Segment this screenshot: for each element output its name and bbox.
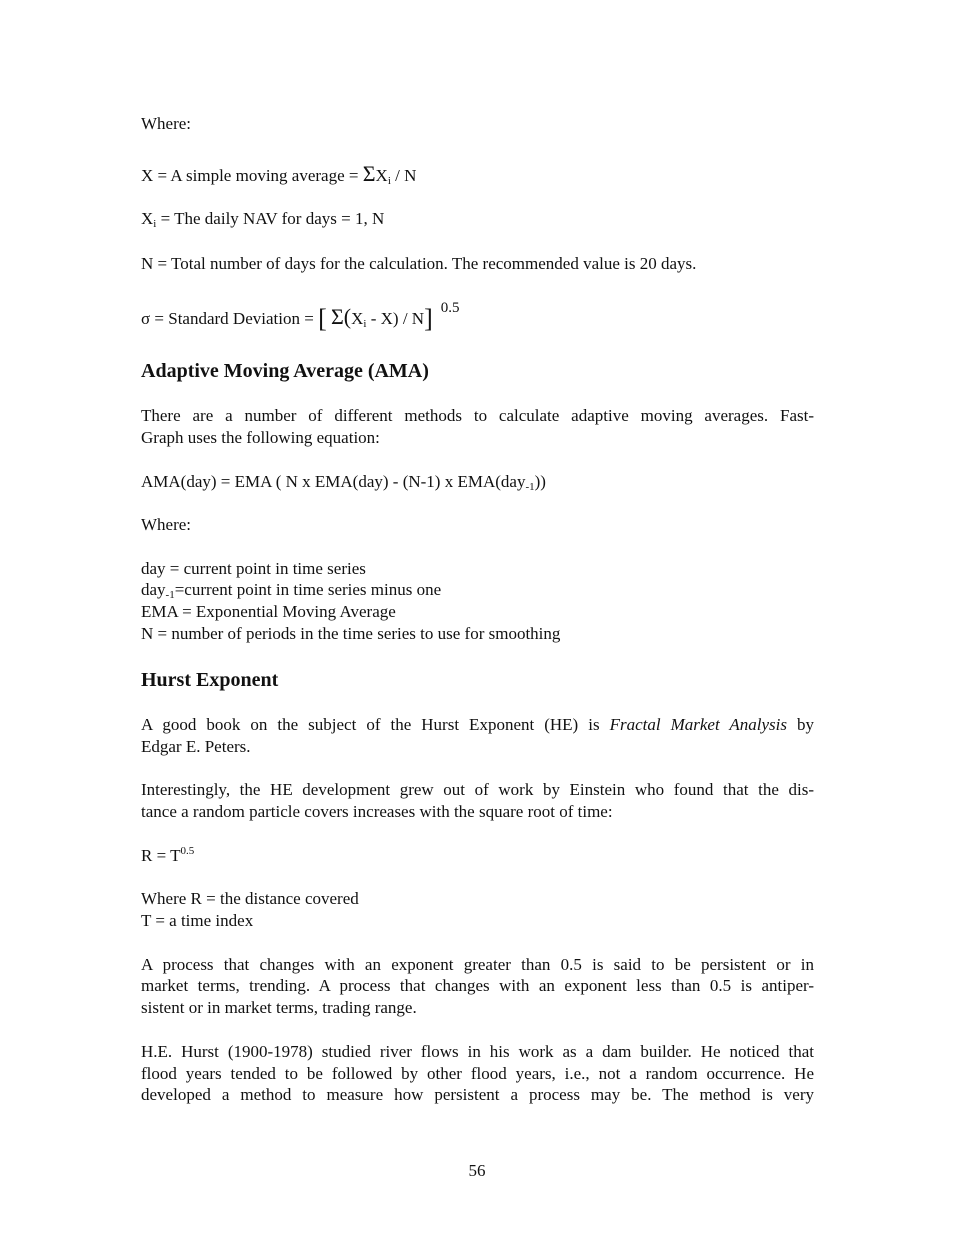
xi-def-rest: = The daily NAV for days = 1, N [156,209,385,228]
standard-deviation-definition [141,300,814,333]
book-paragraph-line-2: Edgar E. Peters. [141,737,251,756]
book-text-b: by [786,715,814,734]
x-def-lhs: X = A simple moving average = [141,166,363,185]
hurst-paragraph-line-2: flood years tended to be followed by other flood years, i.e., not a random occurrence. He [141,1064,814,1083]
open-bracket: [ [318,304,327,333]
day-word: day [141,580,166,599]
ama-paragraph-line-2: Graph uses the following equation: [141,428,380,447]
def-day-minus-one [141,579,814,600]
book-text-a: A good book on the subject of the Hurst Exponent (HE) is [141,715,610,734]
subscript-minus-one: -1 [165,589,175,601]
hurst-paragraph-line-1: H.E. Hurst (1900-1978) studied river flows in his work as a dam builder. He noticed that [141,1042,814,1061]
ama-eq-part-1: AMA(day) = EMA ( N x EMA(day) - (N-1) x EMA(day [141,472,526,491]
heading-hurst-exponent: Hurst Exponent [141,669,279,691]
x-var: X [351,309,364,328]
heading-ama: Adaptive Moving Average (AMA) [141,360,429,382]
rt-equation [141,845,814,866]
rt-exponent: 0.5 [180,845,195,857]
hurst-paragraph-line-3: developed a method to measure how persistent a process may be. The method is very [141,1085,814,1104]
where-r-line-2: T = a time index [141,911,254,930]
rt-base: R = T [141,846,181,865]
ama-eq-part-2: )) [534,472,546,491]
subscript-minus-one: -1 [525,481,535,493]
open-paren: ( [343,304,352,329]
x-def-rest: / N [390,166,417,185]
x-definition [141,163,814,186]
subscript-i: i [387,175,391,187]
def-ema: EMA = Exponential Moving Average [141,602,396,621]
sd-exponent: 0.5 [440,300,460,316]
xi-definition [141,208,814,229]
page-number: 56 [468,1161,486,1180]
day-minus-desc: =current point in time series minus one [174,580,442,599]
book-paragraph-line-1 [141,714,814,735]
einstein-paragraph-line-2: tance a random particle covers increases with the square root of time: [141,802,613,821]
subscript-i: i [363,318,367,330]
close-bracket: ] [424,304,433,333]
einstein-paragraph-line-1: Interestingly, the HE development grew out of work by Einstein who found that the dis- [141,780,814,799]
sd-rest: - X) / N [366,309,425,328]
n-definition: N = Total number of days for the calculation. The recommended value is 20 days. [141,254,697,273]
sigma-symbol: Σ [330,304,344,329]
process-paragraph-line-2: market terms, trending. A process that changes with an exponent less than 0.5 is antiper- [141,976,814,995]
ama-paragraph-line-1: There are a number of different methods to calculate adaptive moving averages. Fast- [141,406,814,425]
process-paragraph-line-1: A process that changes with an exponent greater than 0.5 is said to be persistent or in [141,955,814,974]
def-n: N = number of periods in the time series to use for smoothing [141,624,561,643]
where-label-1: Where: [141,114,192,133]
sd-lhs: σ = Standard Deviation = [141,309,319,328]
process-paragraph-line-3: sistent or in market terms, trading range. [141,998,417,1017]
where-label-2: Where: [141,515,192,534]
x-var: X [141,209,154,228]
book-title: Fractal Market Analysis [609,715,787,734]
where-r-line-1: Where R = the distance covered [141,889,359,908]
sigma-symbol: Σ [362,161,376,186]
def-day: day = current point in time series [141,559,366,578]
ama-equation [141,471,814,492]
subscript-i: i [153,218,157,230]
x-var: X [375,166,388,185]
